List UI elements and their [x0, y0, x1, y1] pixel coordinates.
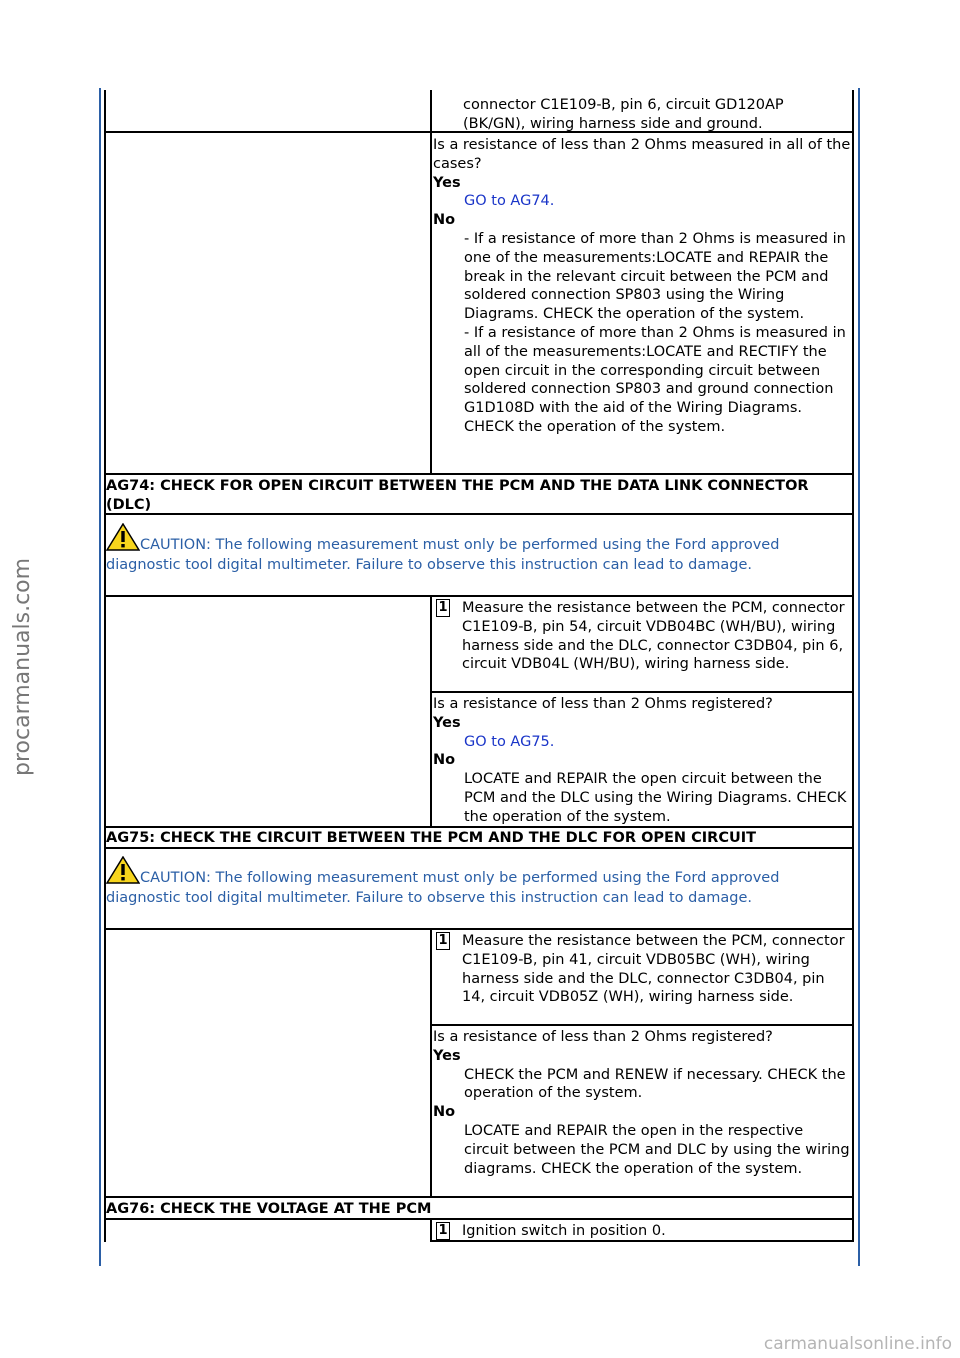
- continued-step-text: [463, 96, 848, 134]
- row-rule: [104, 928, 854, 930]
- caution-text: CAUTION: The following measurement must only be performed using the Ford approved diagnostic tool digital multimeter. Failure to observe this instruction can lead to damage.: [106, 537, 780, 573]
- ag74-heading: AG74: CHECK FOR OPEN CIRCUIT BETWEEN THE PCM AND THE DATA LINK CONNECTOR (DLC): [106, 478, 809, 513]
- question-text: Is a resistance of less than 2 Ohms registered?: [433, 1029, 773, 1045]
- page-border-left: [99, 88, 101, 1266]
- step-number: 1: [436, 1222, 450, 1240]
- ag76-step-1: [433, 1222, 851, 1241]
- ag75-caution: [106, 856, 851, 908]
- ag74-step-1: [433, 599, 851, 674]
- ag75-heading: AG75: CHECK THE CIRCUIT BETWEEN THE PCM AND THE DLC FOR OPEN CIRCUIT: [106, 830, 757, 846]
- no-instruction-1: - If a resistance of more than 2 Ohms is measured in one of the measurements:LOCATE and REPAIR the break in the relevant circuit between the PCM and soldered connection SP803 using the Wiring Diagrams. CHECK the operation of the system.: [464, 230, 846, 323]
- caution-text: CAUTION: The following measurement must only be performed using the Ford approved diagnostic tool digital multimeter. Failure to observe this instruction can lead to damage.: [106, 870, 780, 906]
- ag76-heading: AG76: CHECK THE VOLTAGE AT THE PCM: [106, 1201, 432, 1217]
- step-text: Measure the resistance between the PCM, connector C1E109-B, pin 41, circuit VDB05BC (WH), wiring harness side and the DLC, connector C3DB04, pin 14, circuit VDB05Z (WH), wiring harness side.: [462, 933, 845, 1006]
- goto-ag75-link[interactable]: GO to AG75.: [464, 733, 555, 750]
- step-text: Measure the resistance between the PCM, connector C1E109-B, pin 54, circuit VDB04BC (WH/BU), wiring harness side and the DLC, connector C3DB04, pin 6, circuit VDB04L (WH/BU), wiring harness side.: [462, 600, 845, 673]
- no-instruction: LOCATE and REPAIR the open circuit between the PCM and the DLC using the Wiring Diagrams. CHECK the operation of the system.: [464, 771, 847, 825]
- side-watermark[interactable]: procarmanuals.com: [10, 557, 35, 776]
- continued-line-1: connector C1E109-B, pin 6, circuit GD120AP: [463, 97, 784, 113]
- ag75-question-block: [433, 1028, 851, 1178]
- ag74-question-block: [433, 695, 851, 827]
- ag74-caution: [106, 523, 851, 575]
- no-label: No: [433, 1104, 456, 1121]
- column-rule-2: [430, 596, 432, 827]
- table-left-rule: [104, 90, 106, 1242]
- no-label: No: [433, 212, 456, 229]
- page-border-right: [858, 88, 860, 1266]
- ag75-step-1: [433, 932, 851, 1007]
- footer-watermark[interactable]: carmanualsonline.info: [763, 1334, 952, 1355]
- yes-label: Yes: [433, 714, 461, 731]
- table-right-rule: [852, 90, 854, 1242]
- question-text: Is a resistance of less than 2 Ohms registered?: [433, 696, 773, 712]
- row-rule: [432, 1024, 854, 1026]
- yes-label: Yes: [433, 1047, 461, 1064]
- warning-icon: [106, 856, 140, 884]
- question-block-1: [433, 136, 851, 437]
- no-instruction-2: - If a resistance of more than 2 Ohms is measured in all of the measurements:LOCATE and RECTIFY the open circuit in the corresponding circuit between soldered connection SP803 and ground connection G1D108D with the aid of the Wiring Diagrams. CHECK the operation of the system.: [464, 324, 846, 435]
- column-rule-3: [430, 929, 432, 1197]
- question-text: Is a resistance of less than 2 Ohms measured in all of the cases?: [433, 137, 851, 172]
- step-text: Ignition switch in position 0.: [462, 1223, 666, 1239]
- row-rule: [432, 691, 854, 693]
- step-number: 1: [436, 932, 450, 950]
- no-instruction: LOCATE and REPAIR the open in the respective circuit between the PCM and DLC by using the wiring diagrams. CHECK the operation of the system.: [464, 1122, 850, 1177]
- yes-instruction: CHECK the PCM and RENEW if necessary. CHECK the operation of the system.: [464, 1066, 846, 1102]
- row-rule: [104, 1196, 854, 1198]
- continued-line-2: (BK/GN), wiring harness side and ground.: [463, 115, 763, 132]
- column-rule-1: [430, 90, 432, 474]
- warning-icon: [106, 523, 140, 551]
- row-rule: [104, 595, 854, 597]
- step-number: 1: [436, 599, 450, 617]
- column-rule-4: [430, 1219, 432, 1242]
- no-label: No: [433, 752, 456, 769]
- yes-label: Yes: [433, 174, 461, 191]
- goto-ag74-link[interactable]: GO to AG74.: [464, 193, 555, 210]
- row-rule: [104, 473, 854, 475]
